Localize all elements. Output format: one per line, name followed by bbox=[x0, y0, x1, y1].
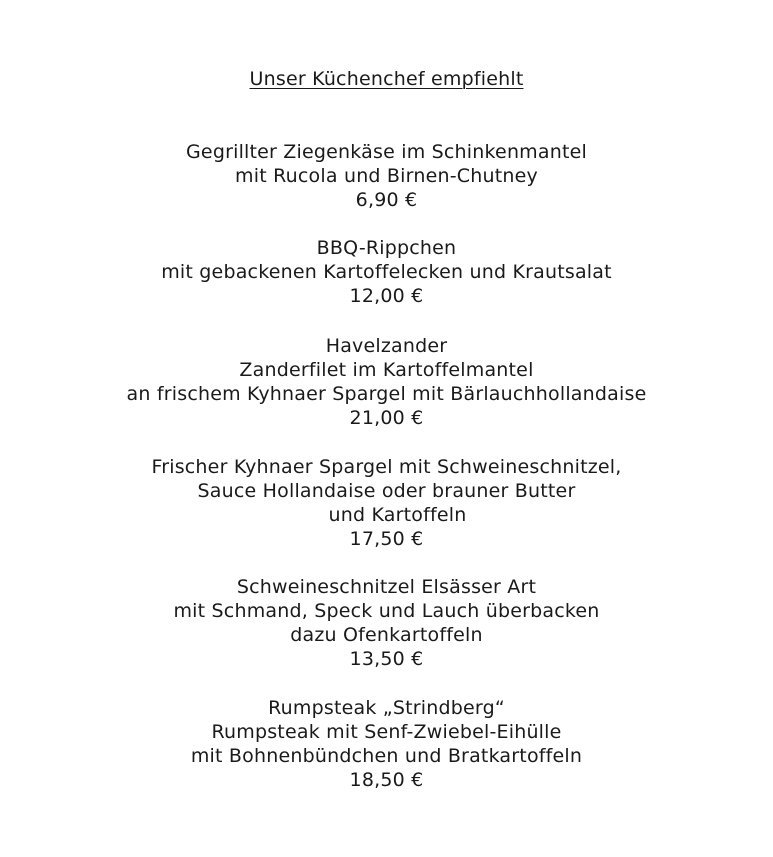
menu-item bbox=[0, 696, 773, 792]
dish-detail: mit Bohnenbündchen und Bratkartoffeln bbox=[190, 745, 583, 767]
menu-heading: Unser Küchenchef empfiehlt bbox=[249, 68, 524, 90]
dish-name: Havelzander bbox=[325, 335, 448, 357]
dish-price: 13,50 € bbox=[349, 648, 424, 670]
dish-price: 21,00 € bbox=[349, 407, 424, 429]
dish-price: 6,90 € bbox=[355, 189, 418, 211]
dish-detail: Zanderfilet im Kartoffelmantel bbox=[239, 359, 534, 381]
menu-item bbox=[0, 455, 773, 551]
dish-detail: mit Schmand, Speck und Lauch überbacken bbox=[173, 600, 600, 622]
dish-price: 18,50 € bbox=[349, 769, 424, 791]
menu-item bbox=[0, 334, 773, 430]
dish-detail: Rumpsteak mit Senf-Zwiebel-Eihülle bbox=[211, 721, 562, 743]
menu-item bbox=[0, 140, 773, 212]
dish-detail: und Kartoffeln bbox=[328, 504, 467, 526]
dish-detail: mit gebackenen Kartoffelecken und Krautsalat bbox=[161, 261, 612, 283]
dish-name: Schweineschnitzel Elsässer Art bbox=[236, 576, 537, 598]
dish-detail: dazu Ofenkartoffeln bbox=[290, 624, 483, 646]
dish-price: 12,00 € bbox=[349, 285, 424, 307]
dish-price: 17,50 € bbox=[349, 528, 424, 550]
dish-detail: mit Rucola und Birnen-Chutney bbox=[235, 165, 538, 187]
menu-item bbox=[0, 236, 773, 308]
dish-name: Frischer Kyhnaer Spargel mit Schweineschnitzel, bbox=[151, 456, 622, 478]
dish-name: Gegrillter Ziegenkäse im Schinkenmantel bbox=[186, 141, 587, 163]
dish-detail: an frischem Kyhnaer Spargel mit Bärlauchhollandaise bbox=[126, 383, 647, 405]
menu-item bbox=[0, 575, 773, 671]
dish-name: Rumpsteak „Strindberg“ bbox=[268, 697, 505, 719]
dish-name: BBQ-Rippchen bbox=[316, 237, 457, 259]
dish-detail: Sauce Hollandaise oder brauner Butter bbox=[197, 480, 576, 502]
